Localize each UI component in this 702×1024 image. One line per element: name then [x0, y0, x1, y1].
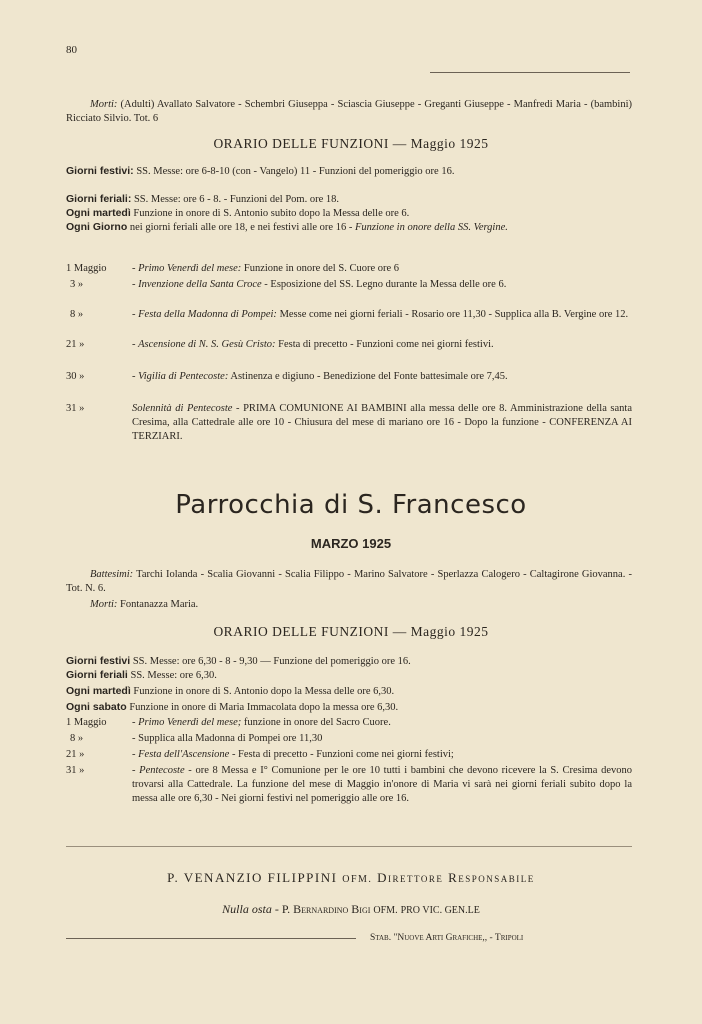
- page-number: 80: [66, 44, 77, 56]
- schedule-line-1: Giorni festivi: SS. Messe: ore 6-8-10 (con - Vangelo) 11 - Funzioni del pomeriggio ore 16.: [66, 165, 455, 177]
- schedule-line-2: Giorni feriali: SS. Messe: ore 6 - 8. - Funzioni del Pom. ore 18.: [66, 193, 339, 205]
- document-page: 80 Morti: (Adulti) Avallato Salvatore - Schembri Giuseppa - Sciascia Giuseppe - Greganti Giuseppe - Manfredi Maria - (bambini) Ricciato Silvio. Tot. 6 ORARIO DELLE FUNZIONI — Maggio 1925 Giorni festivi: SS. Messe: ore 6-8-10 (con - Vangelo) 11 - Funzioni del pomeriggio ore 16. Giorni feriali: SS. Messe: ore 6 - 8. - Funzioni del Pom. ore 18. Ogni martedì Funzione in onore di S. Antonio subito dopo la Messa delle ore 6. Ogni Giorno nei giorni feriali alle ore 18, e nei festivi alle ore 16 - Funzione in onore della SS. Vergine. 1 Maggio - Primo Venerdì del mese: Funzione in onore del S. Cuore ore 6 3 » - Invenzione della Santa Croce - Esposizione del SS. Legno durante la Messa delle ore 6. 8 » - Festa della Madonna di Pompei: Messe come nei giorni feriali - Rosario ore 11,30 - Supplica alla B. Vergine ore 12. 21 » - Ascensione di N. S. Gesù Cristo: Festa di precetto - Funzioni come nei giorni festivi. 30 » - Vigilia di Pentecoste: Astinenza e digiuno - Benedizione del Fonte battesimale ore 7,45. 31 » Solennità di Pentecoste - PRIMA COMUNIONE AI BAMBINI alla messa delle ore 8. Amministrazione della santa Cresima, alla Cattedrale alle ore 10 - Chiusura del mese di mariano ore 16 - Dopo la funzione - CONFERENZA AI TERZIARI. Parrocchia di S. Francesco MARZO 1925 Battesimi: Tarchi Iolanda - Scalia Giovanni - Scalia Filippo - Marino Salvatore - Sperlazza Calogero - Caltagirone Giovanna. - Tot. N. 6. Morti: Fontanazza Maria. ORARIO DELLE FUNZIONI — Maggio 1925 Giorni festivi SS. Messe: ore 6,30 - 8 - 9,30 — Funzione del pomeriggio ore 16. Giorni feriali SS. Messe: ore 6,30. Ogni martedì Funzione in onore di S. Antonio dopo la Messa delle ore 6,30. Ogni sabato Funzione in onore di Maria Immacolata dopo la messa ore 6,30. 1 Maggio - Primo Venerdì del mese; funzione in onore del Sacro Cuore. 8 » - Supplica alla Madonna di Pompei ore 11,30 21 » - Festa dell'Ascensione - Festa di precetto - Funzioni come nei giorni festivi; 31 » - Pentecoste - ore 8 Messa e I° Comunione per le ore 10 tutti i bambini che devono ricevere la S. Cresima devono trovarsi alla Cattedrale. La funzione del mese di Maggio in'onore di Maria vi sarà nei giorni feriali subito dopo la messa alle ore 6,30 - Nei giorni festivi nel pomeriggio alle ore 16. P. VENANZIO FILIPPINI OFM. Direttore Responsabile Nulla osta - P. Bernardino Bigi OFM. PRO VIC. GEN.LE Stab. "Nuove Arti Grafiche,, - Tripoli: [0, 0, 702, 1024]
- orario-title-2: ORARIO DELLE FUNZIONI — Maggio 1925: [213, 624, 489, 639]
- schedule-line-3: Ogni martedì Funzione in onore di S. Antonio subito dopo la Messa delle ore 6.: [66, 207, 410, 219]
- morti-paragraph-1: [66, 98, 632, 126]
- battesimi-paragraph: [66, 568, 632, 596]
- schedule-line-4: Ogni Giorno nei giorni feriali alle ore 18, e nei festivi alle ore 16 - Funzione in onore della SS. Vergine.: [66, 221, 508, 233]
- schedule-line-5: Giorni festivi SS. Messe: ore 6,30 - 8 - 9,30 — Funzione del pomeriggio ore 16.: [66, 655, 411, 667]
- schedule-line-7: Ogni martedì Funzione in onore di S. Antonio dopo la Messa delle ore 6,30.: [66, 685, 395, 697]
- battesimi-label: Battesimi:: [90, 569, 134, 580]
- morti-paragraph-2: Morti: Fontanazza Maria.: [90, 599, 199, 610]
- month-subtitle: MARZO 1925: [310, 536, 392, 551]
- printer-rule: [66, 938, 356, 939]
- battesimi-text: Tarchi Iolanda - Scalia Giovanni - Scalia Filippo - Marino Salvatore - Sperlazza Calogero - Caltagirone Giovanna. - Tot. N. 6.: [66, 569, 633, 594]
- parish-title: Parrocchia di S. Francesco: [175, 490, 527, 520]
- orario-title-1: ORARIO DELLE FUNZIONI — Maggio 1925: [213, 136, 489, 151]
- printer-line: Stab. "Nuove Arti Grafiche,, - Tripoli: [370, 933, 524, 943]
- morti-label: Morti:: [90, 99, 118, 110]
- director-line: P. VENANZIO FILIPPINI OFM. Direttore Responsabile: [167, 870, 535, 885]
- footer-rule: [66, 846, 632, 847]
- top-rule: [430, 72, 630, 73]
- schedule-line-6: Giorni feriali SS. Messe: ore 6,30.: [66, 669, 217, 681]
- nulla-osta-line: Nulla osta - P. Bernardino Bigi OFM. PRO VIC. GEN.LE: [222, 902, 480, 916]
- schedule-line-8: Ogni sabato Funzione in onore di Maria Immacolata dopo la messa ore 6,30.: [66, 701, 399, 713]
- morti-text: (Adulti) Avallato Salvatore - Schembri Giuseppa - Sciascia Giuseppe - Greganti Giuseppe - Manfredi Maria - (bambini) Ricciato Silvio. Tot. 6: [66, 99, 633, 124]
